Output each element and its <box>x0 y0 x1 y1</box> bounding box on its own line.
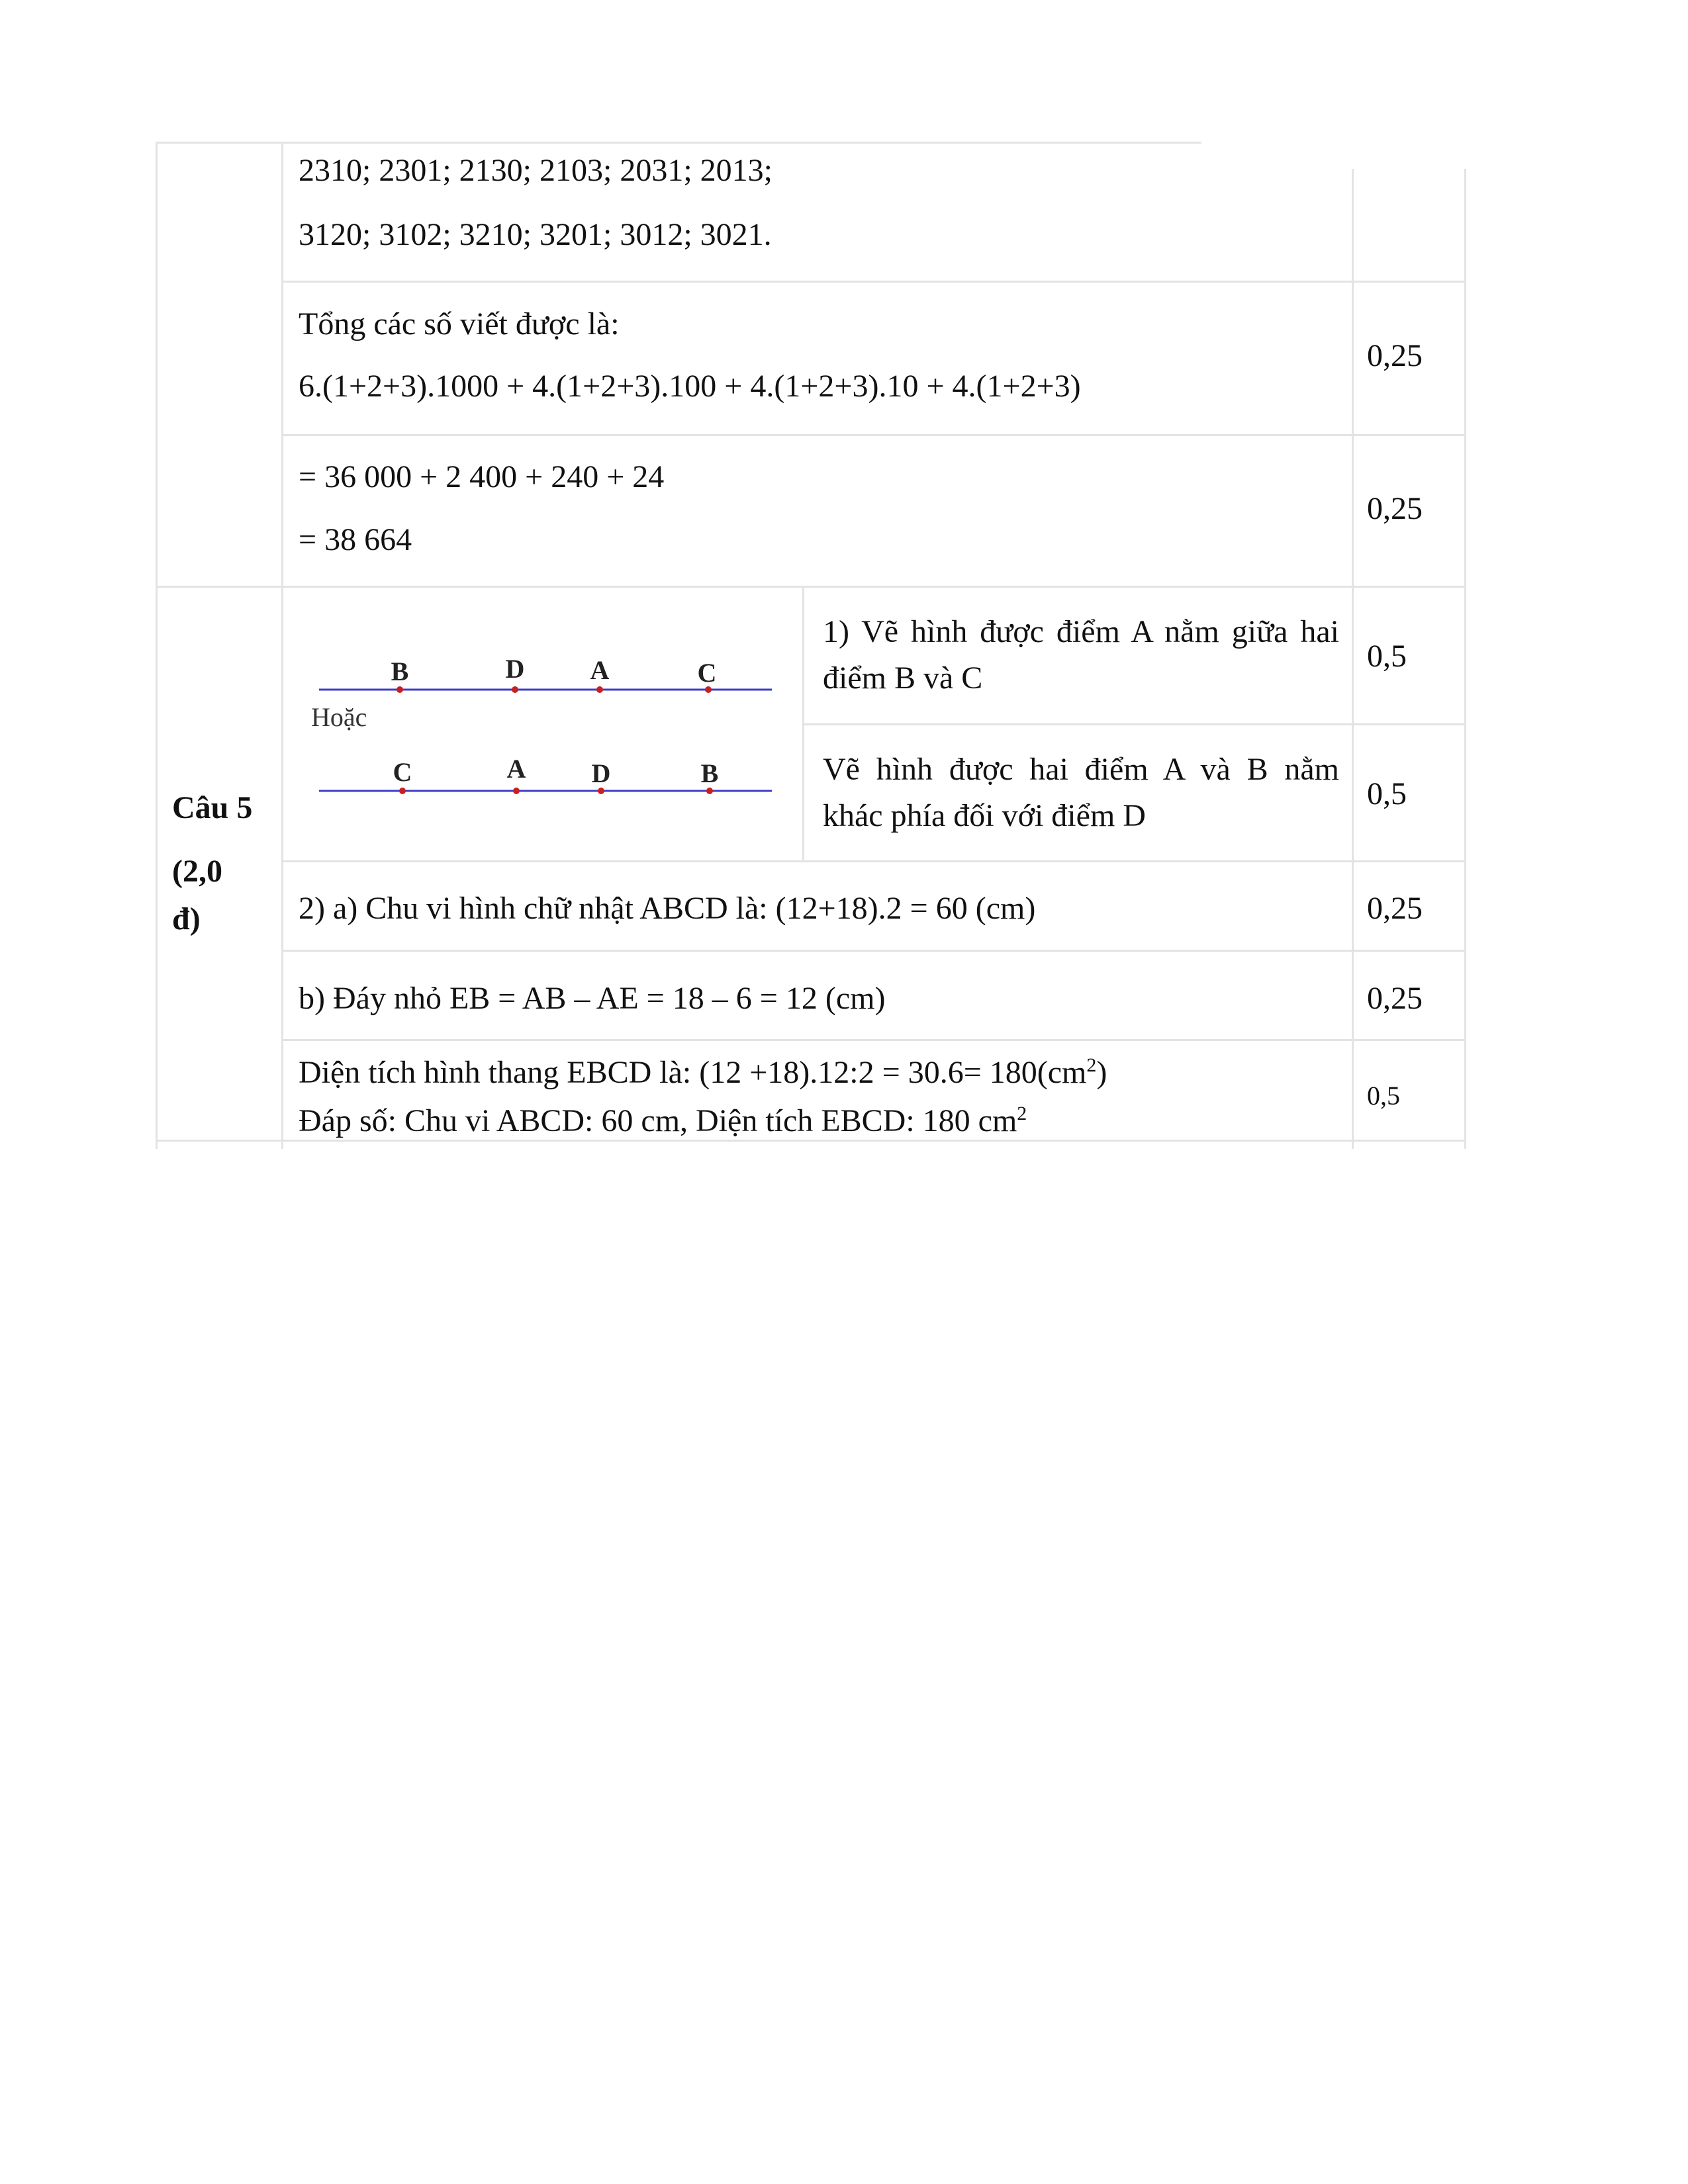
part2a-text: 2) a) Chu vi hình chữ nhật ABCD là: (12+18).2 = 60 (cm) <box>299 891 1036 926</box>
diagram-point-d2 <box>598 788 604 794</box>
row-border-2 <box>281 434 1466 436</box>
col-border-label <box>281 142 283 1149</box>
numbers-line-1: 2310; 2301; 2130; 2103; 2031; 2013; <box>299 153 773 188</box>
diagram-point-c2 <box>399 788 406 794</box>
sum-expression: 6.(1+2+3).1000 + 4.(1+2+3).100 + 4.(1+2+3).10 + 4.(1+2+3) <box>299 369 1081 404</box>
calc-line-1: = 36 000 + 2 400 + 240 + 24 <box>299 459 665 494</box>
col-border-right <box>1464 169 1466 1149</box>
row-border-1 <box>281 281 1466 283</box>
table-bottom-border <box>156 1140 1466 1142</box>
row-border-6 <box>281 950 1466 952</box>
part2b-score: 0,25 <box>1367 981 1423 1016</box>
diagram-label-d2: D <box>591 758 611 788</box>
question-label: Câu 5 <box>172 790 253 825</box>
row-border-4 <box>802 723 1466 725</box>
points-diagram <box>305 635 794 821</box>
calc-score: 0,25 <box>1367 491 1423 526</box>
question-points-line-2: đ) <box>172 901 201 936</box>
diagram-point-d1 <box>512 686 518 693</box>
diagram-point-b2 <box>706 788 713 794</box>
diagram-point-b1 <box>397 686 403 693</box>
row-border-7 <box>281 1039 1466 1041</box>
question-points-line-1: (2,0 <box>172 854 222 889</box>
part1a-score: 0,5 <box>1367 639 1407 674</box>
sum-score: 0,25 <box>1367 338 1423 373</box>
calc-line-2: = 38 664 <box>299 522 412 557</box>
col-border-left <box>156 142 158 1149</box>
row-border-3 <box>156 586 1466 588</box>
final-score: 0,5 <box>1367 1081 1400 1111</box>
part1b-text: Vẽ hình được hai điểm A và B nằm khác phía đối với điểm D <box>823 752 1339 833</box>
diagram-label-a1: A <box>590 655 610 685</box>
diagram-point-a1 <box>596 686 603 693</box>
table-top-border <box>156 142 1201 144</box>
answer-line <box>299 1105 1027 1137</box>
row-border-5 <box>281 860 1466 862</box>
area-superscript: 2 <box>1086 1054 1097 1076</box>
col-border-score <box>1352 169 1354 1149</box>
diagram-label-b1: B <box>391 657 409 686</box>
area-close: ) <box>1096 1055 1107 1090</box>
diagram-point-a2 <box>513 788 520 794</box>
part2a-score: 0,25 <box>1367 891 1423 926</box>
answer-text: Đáp số: Chu vi ABCD: 60 cm, Diện tích EBCD: 180 cm <box>299 1103 1017 1138</box>
part2b-text: b) Đáy nhỏ EB = AB – AE = 18 – 6 = 12 (cm) <box>299 981 886 1016</box>
part1b-score: 0,5 <box>1367 776 1407 811</box>
numbers-line-2: 3120; 3102; 3210; 3201; 3012; 3021. <box>299 217 772 252</box>
diagram-label-c1: C <box>697 658 717 688</box>
diagram-label-d1: D <box>505 654 525 684</box>
sum-title: Tổng các số viết được là: <box>299 306 620 341</box>
area-text: Diện tích hình thang EBCD là: (12 +18).12:2 = 30.6= 180(cm <box>299 1055 1087 1090</box>
diagram-label-a2: A <box>506 754 526 784</box>
diagram-or-label: Hoặc <box>311 702 367 732</box>
area-line <box>299 1054 1107 1090</box>
diagram-label-b2: B <box>700 758 719 788</box>
part1a-text: 1) Vẽ hình được điểm A nằm giữa hai điểm B và C <box>823 614 1339 696</box>
diagram-label-c2: C <box>393 757 412 787</box>
answer-superscript: 2 <box>1017 1103 1027 1124</box>
